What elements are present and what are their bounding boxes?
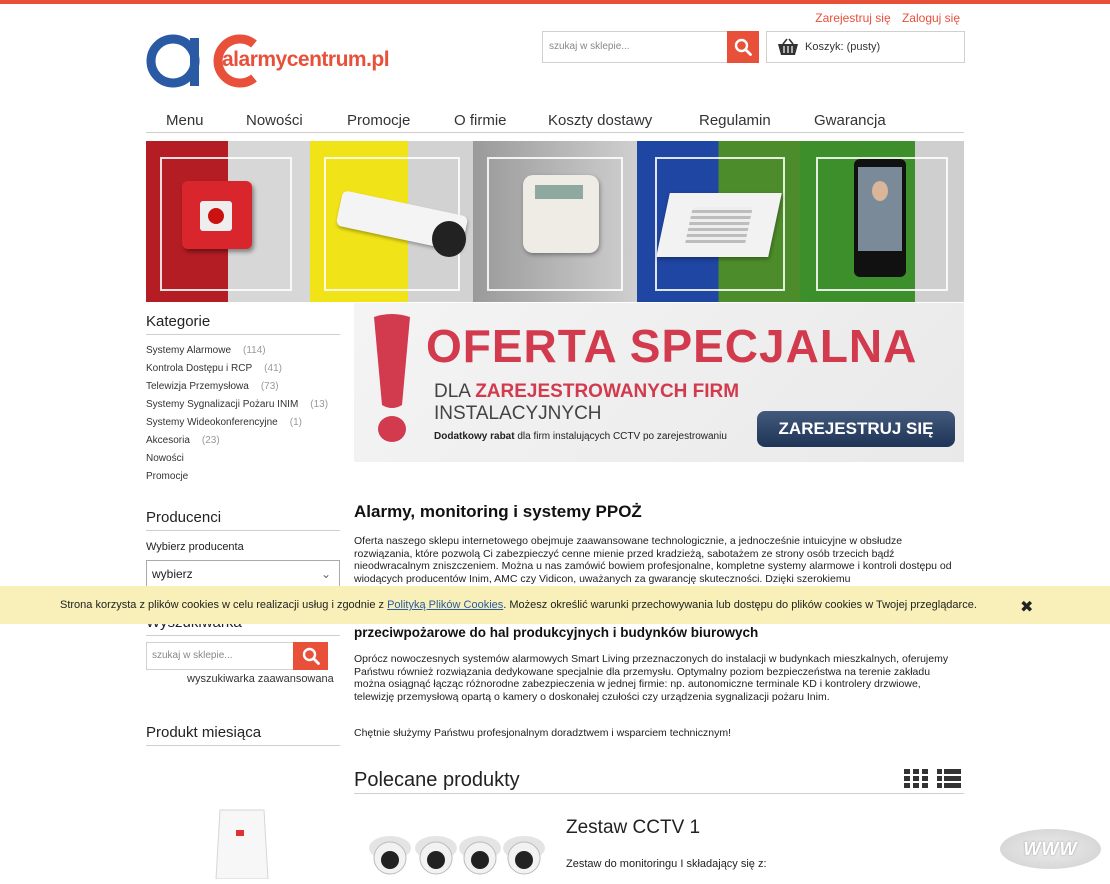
category-item[interactable]: Telewizja Przemysłowa (73) bbox=[146, 381, 279, 392]
sidebar-search-button[interactable] bbox=[293, 642, 328, 670]
list-view-icon[interactable] bbox=[937, 769, 961, 794]
special-offer-banner[interactable] bbox=[354, 303, 964, 462]
categories-title: Kategorie bbox=[146, 313, 340, 335]
industry-paragraph: Oprócz nowoczesnych systemów alarmowych Smart Living przeznaczonych do instalacji w budynkach mieszkalnych, oferujemy Państwu również rozwiązania dedykowane specjalnie dla przemysłu. Optymalny poziom bezpieczeństwa na terenie zakładu można osiągnąć łącząc różnorodne zabezpieczenia w jednej firmie: np. autonomiczne terminale KD i kontrolery drzwiowe, telewizję przemysłową opartą o kamery o doskonałej czułości czy urządzenia sygnalizacji pożaru Inim. bbox=[354, 653, 949, 703]
register-link[interactable]: Zarejestruj się bbox=[815, 11, 891, 25]
category-item[interactable]: Systemy Alarmowe (114) bbox=[146, 345, 266, 356]
register-cta-button[interactable]: ZAREJESTRUJ SIĘ bbox=[757, 411, 955, 447]
category-item[interactable]: Kontrola Dostępu i RCP (41) bbox=[146, 363, 282, 374]
site-logo[interactable] bbox=[146, 30, 390, 90]
category-item[interactable]: Systemy Sygnalizacji Pożaru INIM (13) bbox=[146, 399, 329, 410]
intro-paragraph: Oferta naszego sklepu internetowego obejmuje zaawansowane technologicznie, a jednocześnie intuicyjne w obsłudze rozwiązania, które pozwolą Ci zabezpieczyć cenne mienie przed kradzieżą, sabotażem ze strony osób trzecich bądź nieodwracalnym zniszczeniem. Można u nas zamówić bowiem profesjonalne, kompletne systemy alarmowe i kontroli dostępu od wiodących producentów Inim, AMC czy Vidicon, uważanych za gwarancję skuteczności. Dzięki szerokiemu bbox=[354, 535, 952, 585]
section-subtitle: przeciwpożarowe do hal produkcyjnych i budynków biurowych bbox=[354, 625, 759, 640]
banner-panel-face-terminal bbox=[800, 141, 964, 302]
banner-panel-keypad bbox=[473, 141, 637, 302]
basket-icon bbox=[777, 38, 799, 56]
advanced-search-link[interactable]: wyszukiwarka zaawansowana bbox=[187, 673, 334, 685]
header-search-button[interactable] bbox=[727, 31, 759, 63]
cart-button[interactable] bbox=[766, 31, 965, 63]
product-description: Zestaw do monitoringu I składający się z: bbox=[566, 858, 767, 870]
cookie-text: Strona korzysta z plików cookies w celu realizacji usług i zgodnie z Polityką Plików Cookies. Możesz określić warunki przechowywania lub dostępu do plików cookies w Twojej przeglądarce. bbox=[60, 599, 977, 611]
sidebar-search-input[interactable]: szukaj w sklepie... bbox=[146, 642, 294, 670]
search-icon bbox=[734, 38, 752, 56]
header-search-input[interactable]: szukaj w sklepie... bbox=[542, 31, 728, 63]
nav-item-nowosci[interactable]: Nowości bbox=[246, 112, 303, 129]
cart-label: Koszyk: (pusty) bbox=[805, 41, 881, 53]
recommended-products-title: Polecane produkty bbox=[354, 769, 964, 794]
product-of-month-title: Produkt miesiąca bbox=[146, 724, 340, 746]
nav-item-o-firmie[interactable]: O firmie bbox=[454, 112, 507, 129]
product-title[interactable]: Zestaw CCTV 1 bbox=[566, 817, 701, 838]
logo-text: alarmycentrum.pl bbox=[222, 48, 390, 71]
close-icon[interactable]: ✖ bbox=[1020, 599, 1034, 616]
promo-line-1: DLA ZAREJESTROWANYCH FIRM bbox=[434, 381, 740, 402]
category-item[interactable]: Akcesoria (23) bbox=[146, 435, 220, 446]
login-link[interactable]: Zaloguj się bbox=[901, 11, 960, 25]
nav-item-promocje[interactable]: Promocje bbox=[347, 112, 411, 129]
nav-item-koszty-dostawy[interactable]: Koszty dostawy bbox=[548, 112, 653, 129]
main-nav bbox=[146, 112, 964, 133]
promo-line-2: INSTALACYJNYCH bbox=[434, 403, 602, 424]
support-paragraph: Chętnie służymy Państwu profesjonalnym doradztwem i wsparciem technicznym! bbox=[354, 727, 731, 739]
promo-headline: OFERTA SPECJALNA bbox=[426, 320, 918, 372]
category-list bbox=[146, 344, 328, 488]
producers-title: Producenci bbox=[146, 509, 340, 531]
nav-item-menu[interactable]: Menu bbox=[166, 112, 204, 129]
banner-panel-fire-button bbox=[146, 141, 310, 302]
category-item[interactable]: Promocje bbox=[146, 471, 189, 482]
exclamation-icon bbox=[368, 313, 416, 445]
page-title: Alarmy, monitoring i systemy PPOŻ bbox=[354, 502, 642, 521]
category-item[interactable]: Systemy Wideokonferencyjne (1) bbox=[146, 417, 302, 428]
top-accent-bar bbox=[0, 0, 1110, 4]
chevron-down-icon: ⌄ bbox=[320, 567, 331, 581]
banner-panel-camera bbox=[310, 141, 474, 302]
account-links bbox=[807, 11, 960, 25]
search-icon bbox=[302, 647, 320, 665]
www-badge[interactable]: WWW bbox=[1000, 829, 1101, 869]
product-of-month-image[interactable] bbox=[212, 806, 272, 884]
banner-panel-ceiling-unit bbox=[637, 141, 801, 302]
cookie-policy-link[interactable]: Polityką Plików Cookies bbox=[387, 599, 504, 611]
category-item[interactable]: Nowości bbox=[146, 453, 184, 464]
product-image-cctv[interactable] bbox=[366, 832, 550, 884]
grid-view-icon[interactable] bbox=[904, 769, 928, 794]
hero-banner[interactable] bbox=[146, 141, 964, 302]
promo-note: Dodatkowy rabat dla firm instalujących CCTV po zarejestrowaniu bbox=[434, 431, 727, 442]
nav-item-gwarancja[interactable]: Gwarancja bbox=[814, 112, 886, 129]
cookie-bar bbox=[0, 586, 1110, 624]
producers-label: Wybierz producenta bbox=[146, 541, 244, 553]
nav-item-regulamin[interactable]: Regulamin bbox=[699, 112, 771, 129]
producer-select[interactable]: wybierz ⌄ bbox=[146, 560, 340, 588]
